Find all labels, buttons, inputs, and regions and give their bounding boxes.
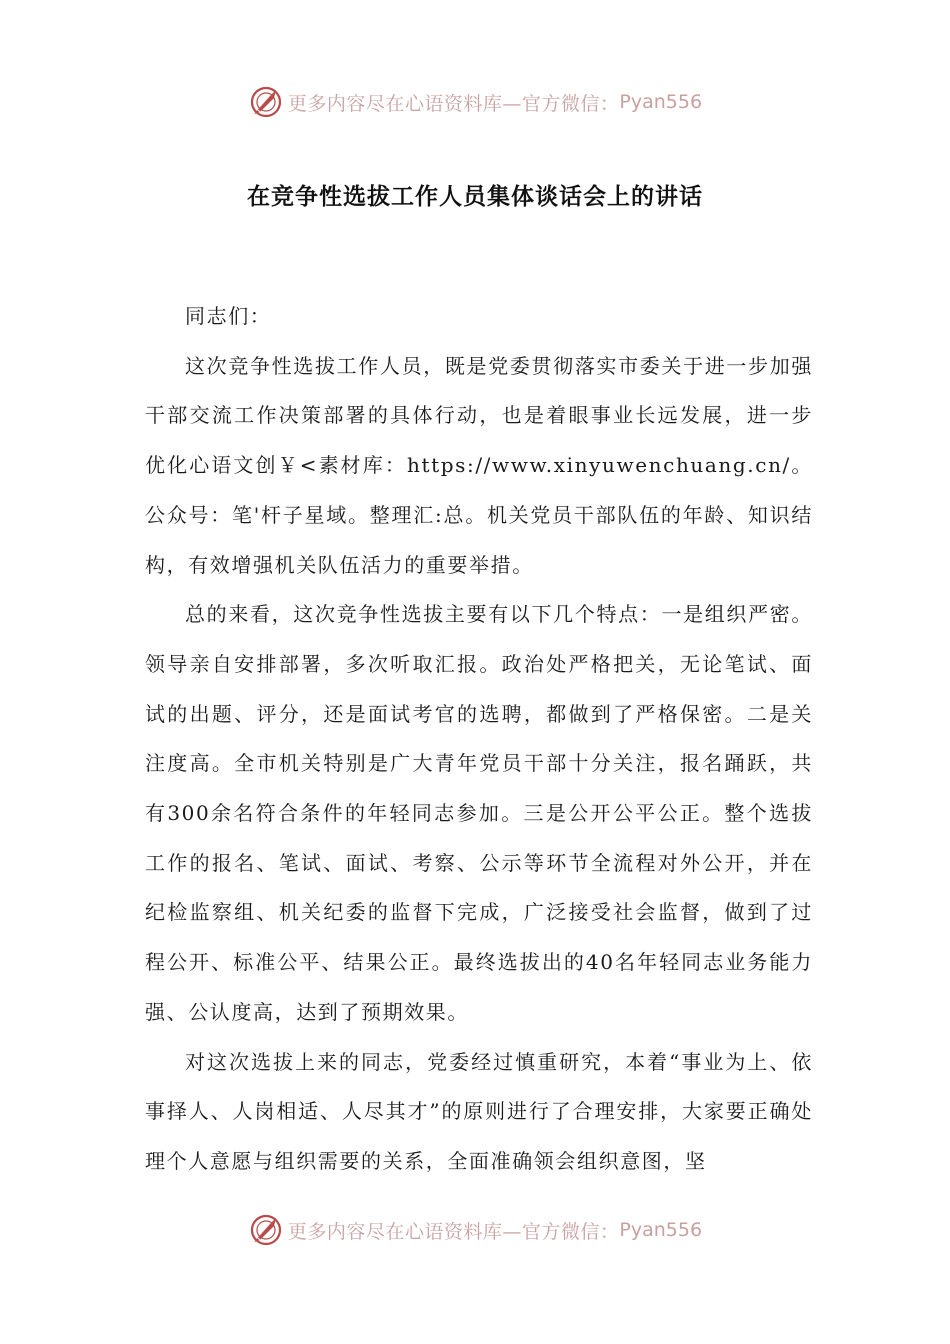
banner-wechat-id: Pyan556: [619, 91, 703, 113]
footer-banner: [0, 1208, 950, 1252]
paragraph: 对这次选拔上来的同志，党委经过慎重研究，本着“事业为上、依事择人、人岗相适、人尽其才”的原则进行了合理安排，大家要正确处理个人意愿与组织需要的关系，全面准确领会组织意图，坚: [145, 1049, 813, 1173]
header-banner: [0, 80, 950, 124]
salutation: 同志们：: [185, 304, 272, 328]
banner-promo-text: 更多内容尽在心语资料库—官方微信：: [287, 92, 620, 115]
quill-seal-icon: [248, 1212, 284, 1248]
banner-promo-text: 更多内容尽在心语资料库—官方微信：: [287, 1220, 620, 1243]
quill-seal-icon: [248, 84, 284, 120]
document-body: [145, 292, 813, 1187]
banner-wechat-id: Pyan556: [619, 1219, 703, 1241]
paragraph: 这次竞争性选拔工作人员，既是党委贯彻落实市委关于进一步加强干部交流工作决策部署的具体行动，也是着眼事业长远发展，进一步优化心语文创￥<素材库：https://www.xinyuwenchuang.cn/。公众号：笔'杆子星域。整理汇:总。机关党员干部队伍的年龄、知识结构，有效增强机关队伍活力的重要举措。: [145, 353, 813, 577]
document-title: 在竞争性选拔工作人员集体谈话会上的讲话: [247, 184, 703, 210]
paragraph: 总的来看，这次竞争性选拔主要有以下几个特点：一是组织严密。领导亲自安排部署，多次听取汇报。政治处严格把关，无论笔试、面试的出题、评分，还是面试考官的选聘，都做到了严格保密。二是关注度高。全市机关特别是广大青年党员干部十分关注，报名踊跃，共有300余名符合条件的年轻同志参加。三是公开公平公正。整个选拔工作的报名、笔试、面试、考察、公示等环节全流程对外公开，并在纪检监察组、机关纪委的监督下完成，广泛接受社会监督，做到了过程公开、标准公平、结果公正。最终选拔出的40名年轻同志业务能力强、公认度高，达到了预期效果。: [145, 602, 813, 1024]
